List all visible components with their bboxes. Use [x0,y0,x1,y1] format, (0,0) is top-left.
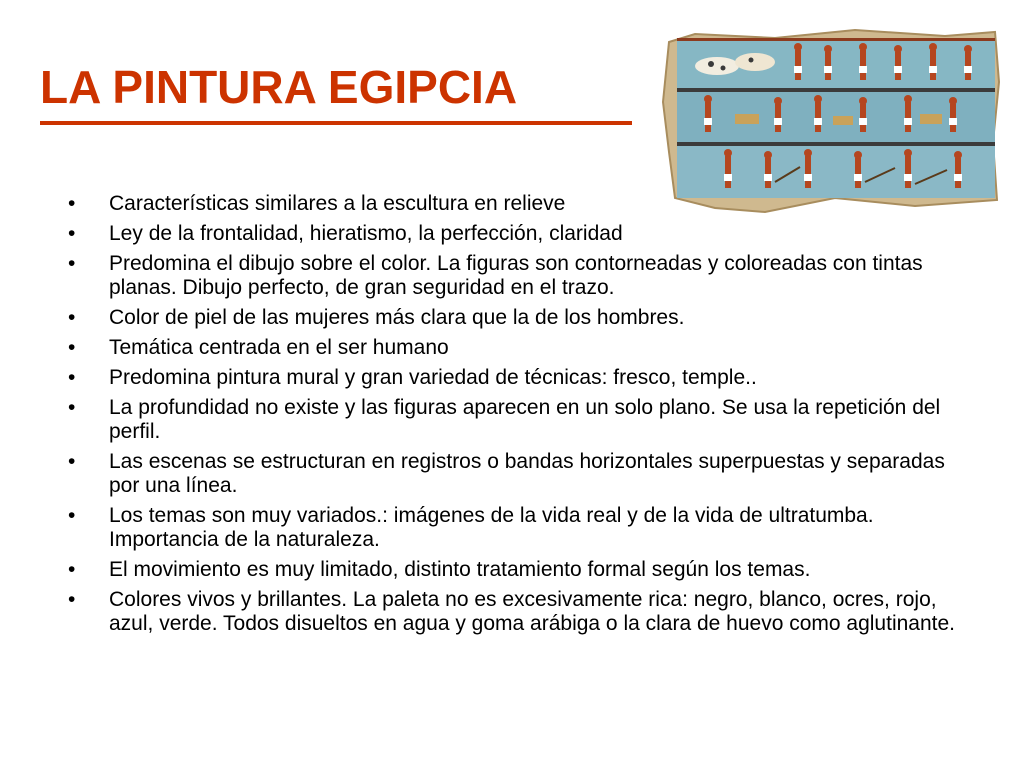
bullet-item [64,588,974,636]
bullet-text: Ley de la frontalidad, hieratismo, la perfección, claridad [109,222,623,245]
slide-title: LA PINTURA EGIPCIA [40,61,518,113]
bullet-item [64,366,974,390]
bullet-item [64,222,974,246]
bullet-text: Predomina pintura mural y gran variedad de técnicas: fresco, temple.. [109,366,757,389]
bullet-item [64,504,974,552]
bullet-dot: • [68,192,76,215]
bullet-text: Colores vivos y brillantes. La paleta no es excesivamente rica: negro, blanco, ocres, rojo, azul, verde. Todos disueltos en agua y goma arábiga o la clara de huevo como aglutinante. [109,588,955,635]
register-line [677,88,995,92]
bullet-text: Temática centrada en el ser humano [109,336,449,359]
bullet-item [64,396,974,444]
bullet-item [64,558,974,582]
title-underline [40,121,632,125]
bullet-dot: • [68,222,76,245]
bullet-dot: • [68,366,76,389]
bullet-dot: • [68,504,76,527]
bullet-text: La profundidad no existe y las figuras aparecen en un solo plano. Se usa la repetición del perfil. [109,396,941,443]
register-line [677,142,995,146]
register-line [677,38,995,41]
cattle-figure [735,53,775,71]
cattle-figure [695,57,739,75]
bullet-item [64,336,974,360]
bullet-dot: • [68,252,76,275]
bullet-text: Características similares a la escultura en relieve [109,192,566,215]
bullet-text: Las escenas se estructuran en registros o bandas horizontales superpuestas y separadas por una línea. [109,450,945,497]
bullet-item [64,450,974,498]
bullet-dot: • [68,450,76,473]
bullet-item [64,252,974,300]
bullet-text: Predomina el dibujo sobre el color. La figuras son contorneadas y coloreadas con tintas planas. Dibujo perfecto, de gran seguridad en el trazo. [109,252,923,299]
bullet-list [64,192,974,642]
egyptian-fresco-image [655,22,1005,220]
bullet-text: Los temas son muy variados.: imágenes de la vida real y de la vida de ultratumba. Importancia de la naturaleza. [109,504,874,551]
bullet-item [64,306,974,330]
bullet-dot: • [68,306,76,329]
bullet-text: El movimiento es muy limitado, distinto tratamiento formal según los temas. [109,558,811,581]
bullet-text: Color de piel de las mujeres más clara que la de los hombres. [109,306,685,329]
bullet-dot: • [68,558,76,581]
bullet-dot: • [68,396,76,419]
bullet-dot: • [68,588,76,611]
bullet-dot: • [68,336,76,359]
